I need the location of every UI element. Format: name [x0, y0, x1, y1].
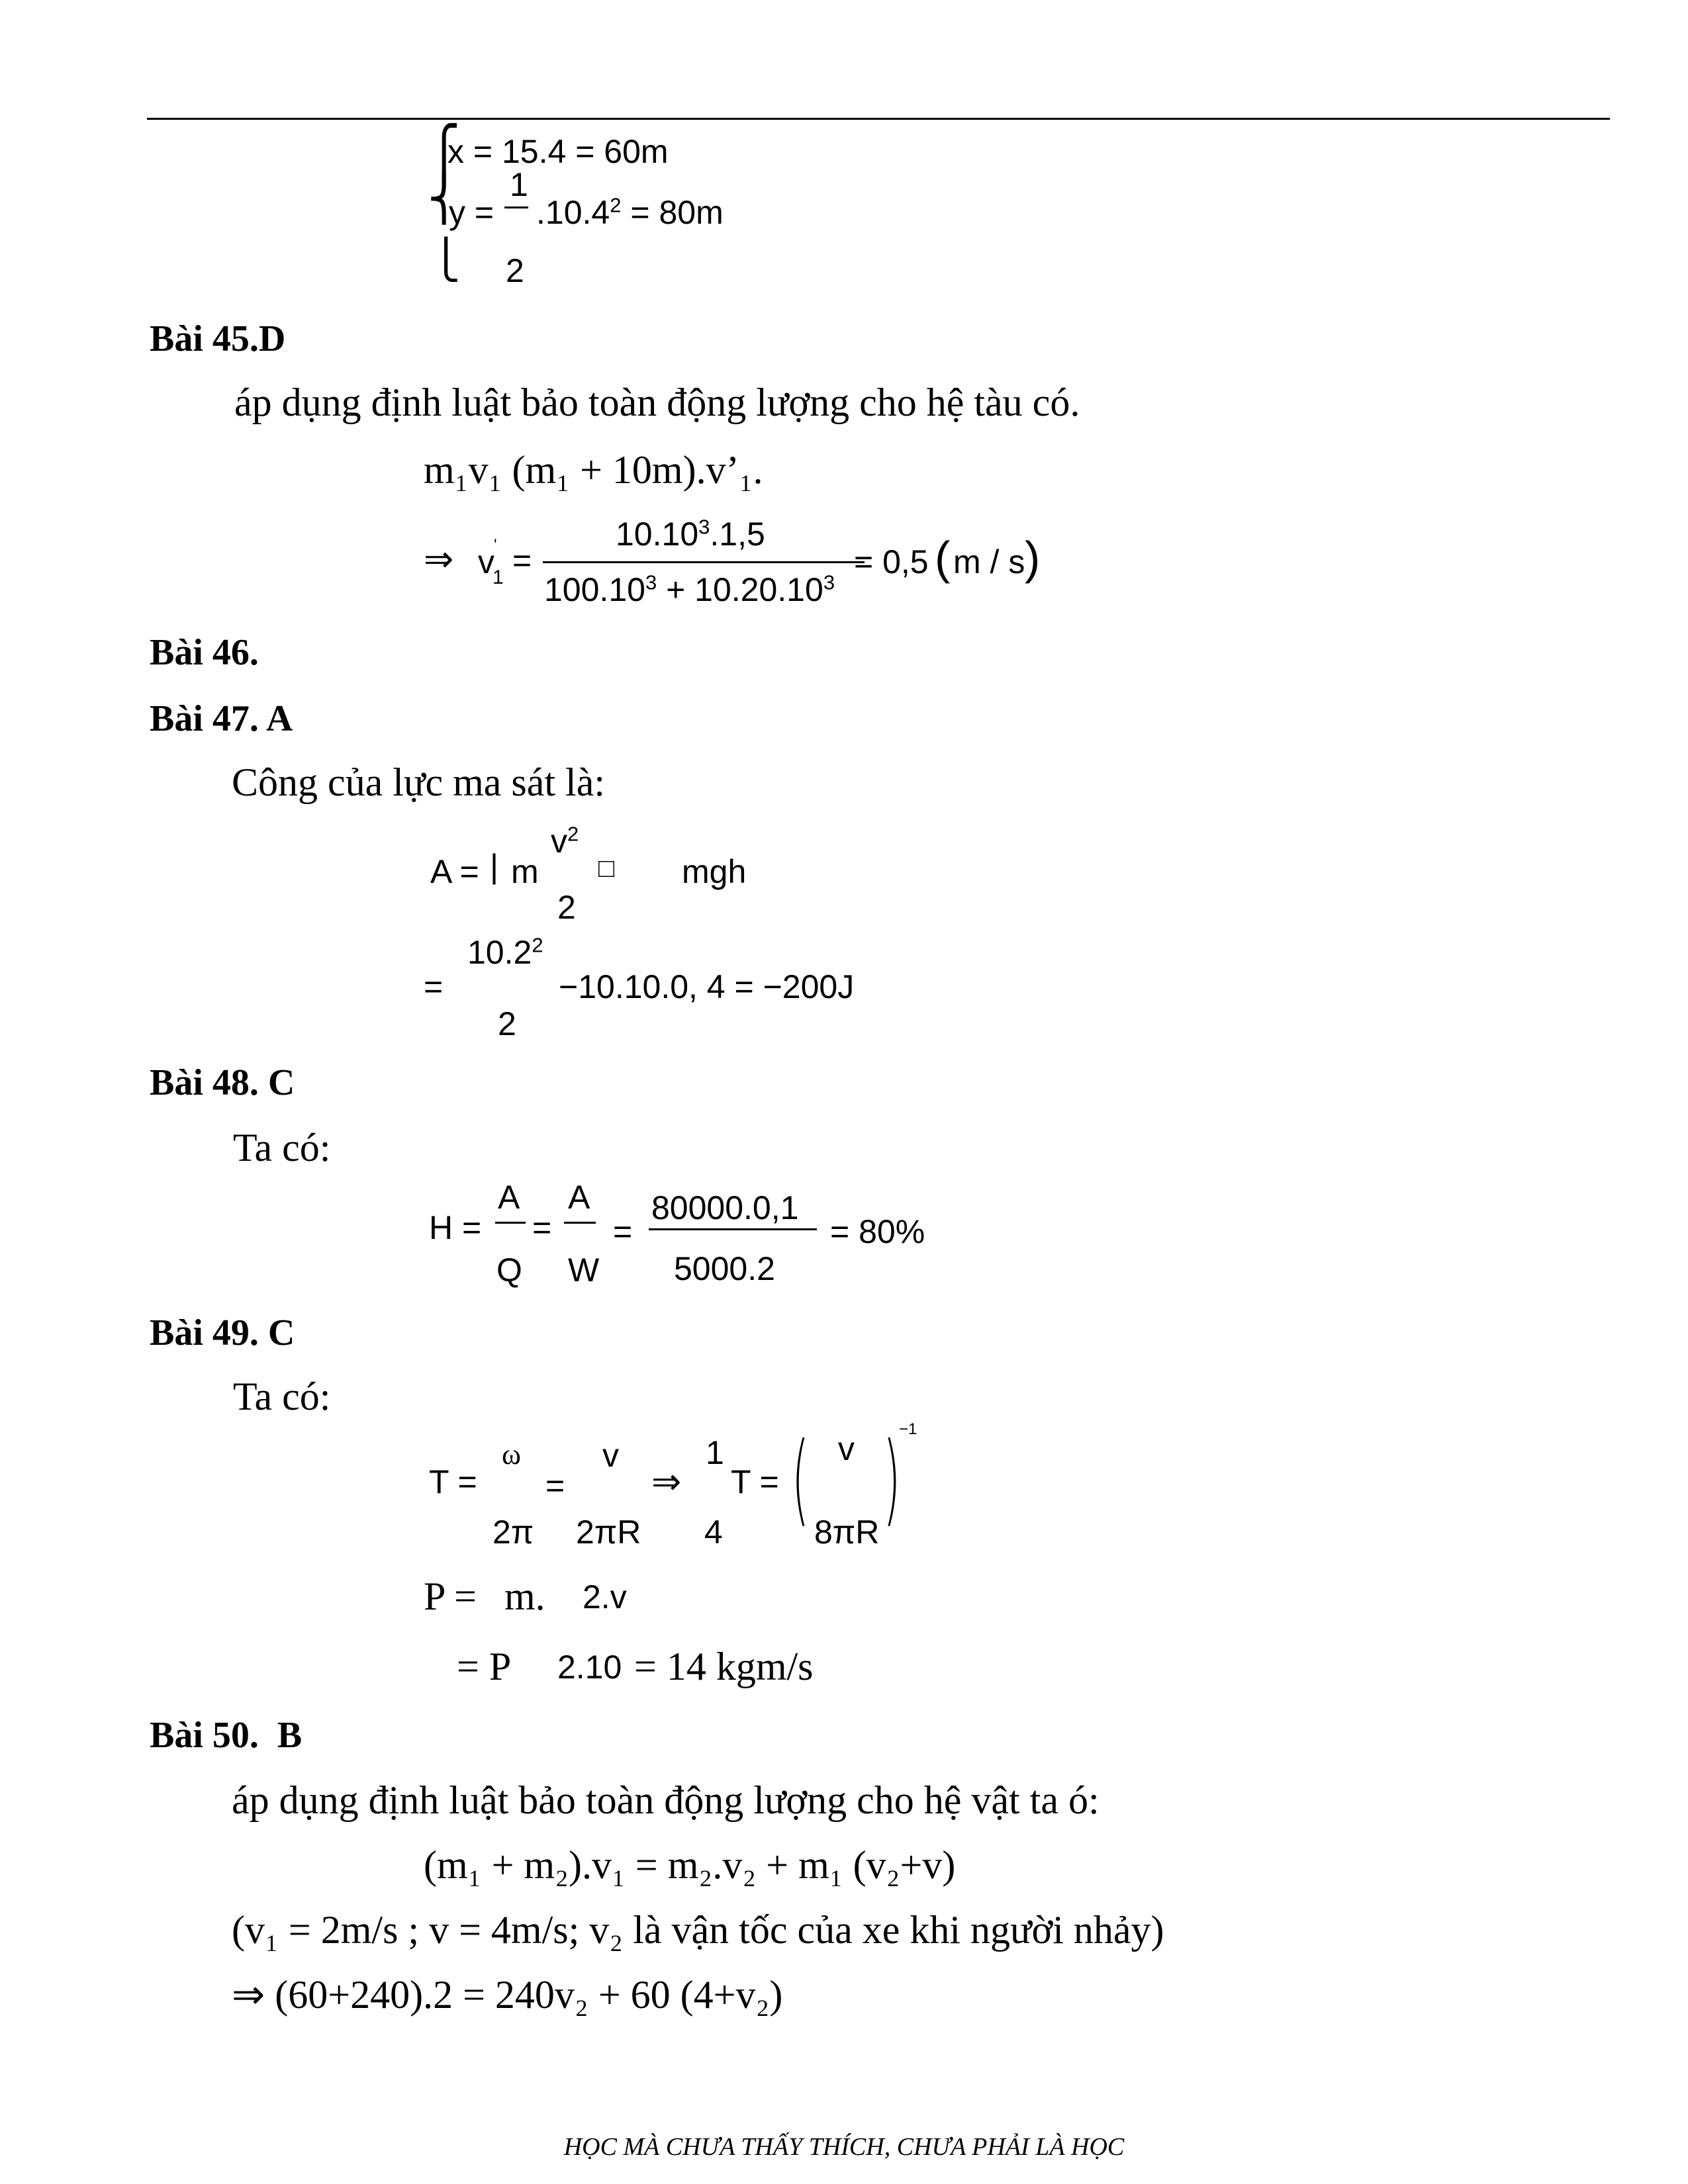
p-line1-b: m.: [504, 1574, 545, 1618]
quarter-den: 4: [704, 1514, 723, 1551]
den-2pi: 2π: [492, 1514, 534, 1551]
abs-bar: |: [490, 848, 498, 885]
heading-bai-47: Bài 47. A: [150, 698, 293, 739]
frac2-den: W: [568, 1251, 600, 1289]
implies-arrow: ⇒: [424, 539, 454, 579]
omega: ω: [502, 1438, 521, 1471]
eq-y-rhs: $.10.4^2 = 80m$: [536, 193, 724, 231]
frac3-num: 80000.0,1: [651, 1189, 799, 1226]
p-line1-a: P =: [424, 1574, 477, 1618]
v-symbol: v: [478, 543, 494, 580]
bai-47-intro: Công của lực ma sát là:: [232, 760, 606, 804]
v-subscript: 1: [492, 567, 504, 588]
den-2piR: 2πR: [576, 1514, 641, 1551]
second-line-eq: =: [424, 968, 444, 1005]
mgh-term: mgh: [682, 853, 747, 890]
eq-y-den: 2: [506, 252, 524, 289]
big-close-paren: ): [883, 1422, 901, 1537]
bai-48-intro: Ta có:: [233, 1126, 331, 1169]
eq-2: =: [613, 1213, 633, 1250]
frac2-num: A: [568, 1179, 590, 1216]
fraction-denominator: $100.10^3 + 10.20.10^3$: [544, 570, 835, 608]
eq-1: =: [532, 1209, 552, 1246]
left-brace-bottom: ⎩: [432, 237, 461, 282]
half-denominator: 2: [557, 889, 576, 926]
quarter-num: 1: [706, 1434, 724, 1471]
H-result: = 80%: [830, 1213, 925, 1250]
eq-y-num: 1: [510, 166, 528, 203]
page-footer-slogan: HỌC MÀ CHƯA THẤY THÍCH, CHƯA PHẢI LÀ HỌC: [563, 2133, 1125, 2161]
equal-sign: =: [512, 542, 532, 579]
frac3-line: [649, 1228, 817, 1230]
bai-45-intro: áp dụng định luật bảo toàn động lượng cho hệ tàu có.: [234, 381, 1080, 424]
p-line2-b: 2.10: [557, 1649, 622, 1686]
left-brace-top: ⎧: [428, 123, 461, 187]
T-rhs: T =: [731, 1463, 779, 1500]
mass-symbol: m: [511, 853, 539, 890]
frac1-line: [495, 1222, 526, 1224]
bai-50-eq1: (m₁ + m₂).v₁ = m₂.v₂ + m₁ (v₂+v): [424, 1843, 956, 1887]
p-line1-c: 2.v: [583, 1578, 627, 1615]
unit-open-paren: (: [935, 532, 951, 584]
big-open-paren: (: [792, 1422, 810, 1537]
A-lhs: A =: [430, 853, 479, 890]
eq-sign-1: =: [545, 1467, 565, 1504]
heading-bai-49: Bài 49. C: [150, 1312, 295, 1353]
bai-50-note: (v₁ = 2m/s ; v = 4m/s; v₂ là vận tốc của xe khi người nhảy): [232, 1908, 1164, 1952]
frac1-num: A: [498, 1179, 520, 1216]
frac3-den: 5000.2: [674, 1250, 775, 1287]
H-lhs: H =: [429, 1209, 482, 1246]
unit-close-paren: ): [1025, 532, 1041, 584]
eq-x: x = 15.4 = 60m: [447, 133, 669, 170]
v-squared: $v^2$: [551, 822, 579, 860]
heading-bai-45: Bài 45.D: [150, 318, 286, 359]
v-num: v: [602, 1437, 619, 1474]
paren-den: 8πR: [814, 1514, 880, 1551]
frac1-den: Q: [496, 1251, 522, 1289]
bai-50-intro: áp dụng định luật bảo toàn động lượng cho hệ vật ta ó:: [232, 1778, 1100, 1822]
v-prime: ': [494, 536, 497, 554]
paren-v: v: [838, 1430, 855, 1467]
p-line2-c: = 14 kgm/s: [634, 1645, 814, 1688]
left-brace-mid: ⎨: [428, 173, 461, 224]
bai-50-eq2: ⇒ (60+240).2 = 240v₂ + 60 (4+v₂): [232, 1973, 783, 2017]
p-line2-a: = P: [457, 1645, 512, 1688]
T-lhs: T =: [429, 1463, 477, 1500]
bai-45-eq-momentum: m₁v₁ (m₁ + 10m).v’₁.: [424, 448, 763, 492]
bai-49-intro: Ta có:: [233, 1375, 331, 1418]
unit-text: m / s: [953, 543, 1025, 580]
result-value: = 0,5: [854, 543, 929, 580]
eq-y-lhs: y =: [449, 194, 494, 231]
second-line-tail: −10.10.0, 4 = −200J: [559, 968, 855, 1005]
paren-exponent: −1: [899, 1420, 917, 1438]
heading-bai-46: Bài 46.: [150, 632, 259, 673]
fraction-numerator: 10.10$^3$.1,5: [616, 515, 765, 553]
implies-arrow-2: ⇒: [651, 1462, 682, 1502]
frac2-line: [564, 1222, 596, 1224]
second-line-denominator: 2: [498, 1005, 516, 1042]
header-rule: [147, 118, 1610, 120]
heading-bai-48: Bài 48. C: [150, 1062, 295, 1103]
fraction-line: [543, 561, 865, 563]
eq-y-frac-line: [504, 206, 528, 208]
missing-glyph-box: □: [598, 854, 615, 883]
heading-bai-50: Bài 50. B: [150, 1715, 303, 1756]
second-line-numerator: 10.2$^2$: [467, 933, 543, 971]
